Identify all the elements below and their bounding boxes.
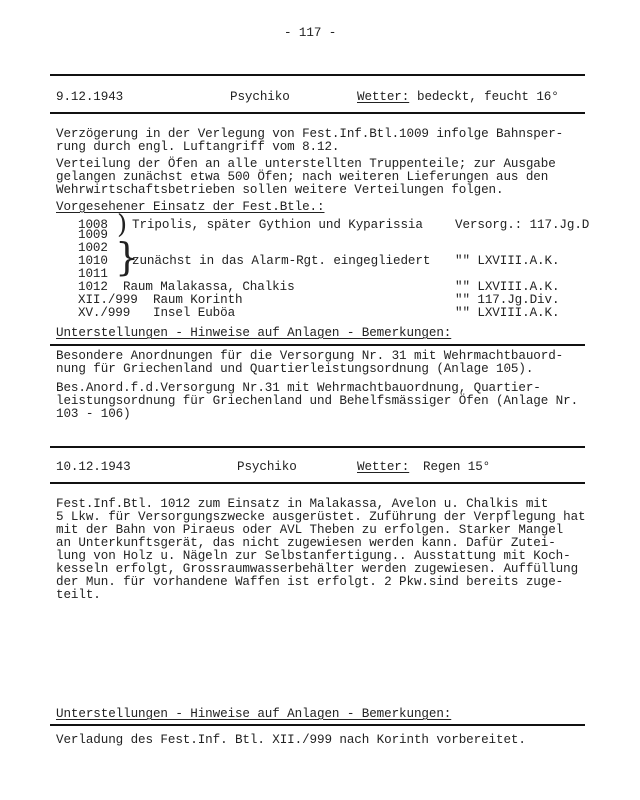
entry2-para-line5: lung von Holz u. Nägeln zur Selbstanfertigung.. Ausstattung mit Koch- <box>56 549 571 563</box>
entry1-place: Psychiko <box>230 90 290 104</box>
deploy-supply: Versorg.: 117.Jg.D <box>455 218 590 232</box>
deploy-unit: 1011 <box>78 267 108 281</box>
entry2-remarks-rule <box>50 724 585 726</box>
brace-icon: ) <box>117 210 128 240</box>
entry2-remarks-heading: Unterstellungen - Hinweise auf Anlagen - Bemerkungen: <box>56 707 452 721</box>
entry2-para-line2: 5 Lkw. für Versorgungszwecke ausgerüstet. Zuführung der Verpflegung hat <box>56 510 586 524</box>
entry2-para-line8: teilt. <box>56 588 101 602</box>
deploy-desc: Raum Malakassa, Chalkis <box>123 280 295 294</box>
page-number: - 117 - <box>284 26 337 40</box>
entry1-remarks1-line1: Besondere Anordnungen für die Versorgung Nr. 31 mit Wehrmachtbauord- <box>56 349 564 363</box>
brace-icon: } <box>115 235 140 279</box>
entry1-para1-line1: Verzögerung in der Verlegung von Fest.Inf.Btl.1009 infolge Bahnsper- <box>56 127 564 141</box>
entry1-remarks2-line1: Bes.Anord.f.d.Versorgung Nr.31 mit Wehrmachtbauordnung, Quartier- <box>56 381 541 395</box>
entry1-para1-line2: rung durch engl. Luftangriff vom 8.12. <box>56 140 340 154</box>
entry2-para-line7: der Mun. für vorhandene Waffen ist erfolgt. 2 Pkw.sind bereits zuge- <box>56 575 564 589</box>
deploy-supply: "" LXVIII.A.K. <box>455 280 560 294</box>
entry1-date: 9.12.1943 <box>56 90 124 104</box>
entry2-para-line1: Fest.Inf.Btl. 1012 zum Einsatz in Malakassa, Avelon u. Chalkis mit <box>56 497 549 511</box>
entry2-para-line3: mit der Bahn von Piraeus oder AVL Theben zu erfolgen. Starker Mangel <box>56 523 564 537</box>
entry2-remarks: Verladung des Fest.Inf. Btl. XII./999 nach Korinth vorbereitet. <box>56 733 526 747</box>
entry1-remarks2-line3: 103 - 106) <box>56 407 131 421</box>
deploy-supply: "" LXVIII.A.K. <box>455 254 560 268</box>
entry1-weather: bedeckt, feucht 16° <box>417 90 559 104</box>
entry1-para2-line3: Wehrwirtschaftsbetrieben sollen weitere Verteilungen folgen. <box>56 183 504 197</box>
entry2-place: Psychiko <box>237 460 297 474</box>
deploy-unit: 1009 <box>78 228 108 242</box>
entry1-remarks-rule <box>50 344 585 346</box>
entry1-remarks2-line2: leistungsordnung für Griechenland und Behelfsmässiger Öfen (Anlage Nr. <box>56 394 579 408</box>
deploy-unit: 1002 <box>78 241 108 255</box>
entry1-para2-line1: Verteilung der Öfen an alle unterstellten Truppenteile; zur Ausgabe <box>56 157 556 171</box>
deploy-unit: 1012 <box>78 280 108 294</box>
deploy-desc: Raum Korinth <box>153 293 243 307</box>
deploy-heading: Vorgesehener Einsatz der Fest.Btle.: <box>56 200 325 214</box>
deploy-supply: "" 117.Jg.Div. <box>455 293 560 307</box>
entry2-top-rule <box>50 446 585 448</box>
entry1-remarks1-line2: nung für Griechenland und Quartierleistungsordnung (Anlage 105). <box>56 362 534 376</box>
deploy-desc: Insel Euböa <box>153 306 236 320</box>
deploy-unit: XII./999 <box>78 293 138 307</box>
entry1-weather-label: Wetter: <box>357 90 410 104</box>
deploy-unit: 1010 <box>78 254 108 268</box>
entry2-para-line6: kesseln erfolgt, Grossraumwasserbehälter werden zugewiesen. Auffüllung <box>56 562 579 576</box>
entry2-weather: Regen 15° <box>423 460 491 474</box>
entry2-date: 10.12.1943 <box>56 460 131 474</box>
entry1-para2-line2: gelangen zunächst etwa 500 Öfen; nach weiteren Lieferungen aus den <box>56 170 549 184</box>
entry1-top-rule <box>50 74 585 76</box>
deploy-unit: 1008 <box>78 218 108 232</box>
deploy-desc: zunächst in das Alarm-Rgt. eingegliedert <box>132 254 431 268</box>
entry2-weather-label: Wetter: <box>357 460 410 474</box>
deploy-supply: "" LXVIII.A.K. <box>455 306 560 320</box>
entry2-header-rule <box>50 482 585 484</box>
deploy-unit: XV./999 <box>78 306 131 320</box>
entry1-remarks-heading: Unterstellungen - Hinweise auf Anlagen - Bemerkungen: <box>56 326 452 340</box>
entry2-para-line4: an Unterkunftsgerät, das nicht zugewiesen werden kann. Dafür Zutei- <box>56 536 556 550</box>
deploy-desc: Tripolis, später Gythion und Kyparissia <box>132 218 423 232</box>
entry1-header-rule <box>50 112 585 114</box>
